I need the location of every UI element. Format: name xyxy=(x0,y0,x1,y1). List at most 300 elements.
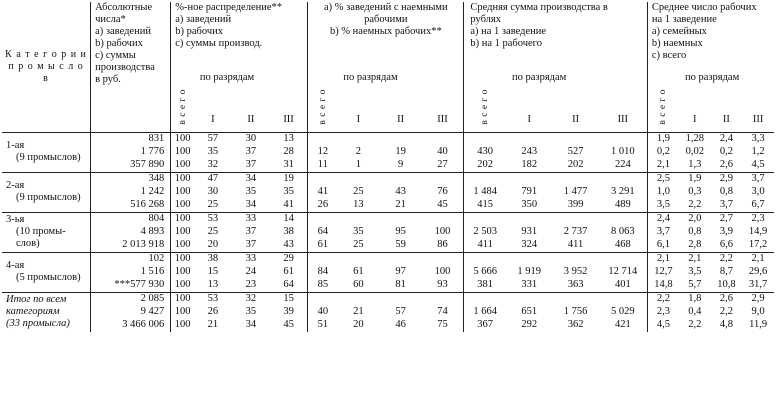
rank-column-header xyxy=(506,70,567,132)
work-cell: 10,8 xyxy=(717,278,736,290)
avg-cell: 1 477 xyxy=(563,185,588,197)
avg-cell xyxy=(599,132,648,146)
work-cell: 17,2 xyxy=(748,238,768,250)
avg-cell: 415 xyxy=(464,199,506,213)
work-cell: 14,8 xyxy=(647,279,679,293)
work-cell: 3,5 xyxy=(647,199,679,213)
avg-cell xyxy=(464,172,506,186)
dist-cell: 13 xyxy=(207,278,219,290)
dist-cell: 100 xyxy=(171,212,194,226)
avg-cell: 411 xyxy=(567,238,584,250)
category-name xyxy=(2,172,91,212)
avg-cell: 8 063 xyxy=(611,225,635,237)
hired-cell xyxy=(422,292,464,306)
dist-cell: 33 xyxy=(232,252,270,266)
hired-cell xyxy=(422,172,464,186)
hired-cell: 61 xyxy=(353,265,364,277)
work-cell: 11,9 xyxy=(749,318,768,330)
dist-cell: 32 xyxy=(207,158,219,170)
absolute-value: 831 xyxy=(91,132,171,146)
hired-cell: 100 xyxy=(434,225,451,237)
dist-cell: 47 xyxy=(194,172,232,186)
header-line: a) % заведений с наемными xyxy=(323,2,448,13)
total-column-header xyxy=(171,70,194,132)
hired-cell: 100 xyxy=(434,265,451,277)
dist-cell: 100 xyxy=(171,239,194,253)
work-cell: 2,1 xyxy=(742,252,774,266)
category-title: 2-ая xyxy=(6,180,25,191)
category-name xyxy=(2,212,91,252)
work-cell: 6,7 xyxy=(751,198,765,210)
avg-cell: 2 503 xyxy=(464,226,506,239)
dist-cell: 37 xyxy=(245,158,257,170)
category-name xyxy=(2,292,91,332)
avg-cell: 430 xyxy=(464,146,506,159)
table-row xyxy=(2,266,774,279)
dist-cell: 53 xyxy=(194,292,232,306)
table-row xyxy=(2,172,774,186)
work-cell: 2,2 xyxy=(711,252,743,266)
work-cell: 12,7 xyxy=(647,266,679,279)
avg-cell xyxy=(552,212,598,226)
work-cell: 3,5 xyxy=(688,265,702,277)
header-line: %-ное распределение** xyxy=(175,2,283,13)
avg-cell: 3 291 xyxy=(611,185,635,197)
dist-cell: 100 xyxy=(171,132,194,146)
avg-cell xyxy=(552,252,598,266)
dist-cell: 100 xyxy=(171,159,194,173)
header-line: c) суммы xyxy=(95,50,136,61)
dist-cell: 38 xyxy=(194,252,232,266)
dist-cell: 33 xyxy=(232,212,270,226)
avg-cell xyxy=(552,292,598,306)
work-cell: 0,3 xyxy=(688,185,702,197)
hired-cell: 20 xyxy=(353,318,364,330)
dist-cell: 43 xyxy=(283,238,294,250)
work-cell: 2,1 xyxy=(679,252,711,266)
work-cell: 2,2 xyxy=(719,305,733,317)
avg-cell: 1 919 xyxy=(517,265,542,277)
table-row xyxy=(2,279,774,293)
table-row xyxy=(2,319,774,332)
work-cell: 31,7 xyxy=(748,278,768,290)
absolute-value: 3 466 006 xyxy=(91,319,171,332)
hired-cell: 86 xyxy=(437,238,448,250)
absolute-value: 1 242 xyxy=(91,186,171,199)
crafts-statistics-table xyxy=(2,2,774,332)
rank-column-header xyxy=(270,70,308,132)
table-row xyxy=(2,239,774,253)
hired-cell: 21 xyxy=(395,198,406,210)
header-line: Абсолютные xyxy=(95,2,153,13)
dist-cell: 30 xyxy=(245,132,257,144)
rank-column-header xyxy=(232,70,270,132)
avg-cell: 243 xyxy=(521,145,538,157)
rank-number: III xyxy=(617,113,629,125)
rank-column-header xyxy=(599,70,648,132)
hired-cell: 25 xyxy=(353,185,364,197)
work-cell: 0,4 xyxy=(688,305,702,317)
avg-cell: 931 xyxy=(521,225,538,237)
avg-cell xyxy=(599,292,648,306)
absolute-value: 348 xyxy=(91,172,171,186)
dist-cell: 37 xyxy=(245,145,257,157)
hired-cell: 46 xyxy=(395,318,406,330)
avg-cell: 489 xyxy=(614,198,631,210)
average-workers-header xyxy=(647,2,774,70)
avg-cell: 791 xyxy=(521,185,538,197)
dist-cell: 15 xyxy=(207,265,219,277)
table-row xyxy=(2,159,774,173)
dist-cell: 13 xyxy=(283,132,294,144)
dist-cell: 45 xyxy=(283,318,294,330)
category-title: 3-ья xyxy=(6,214,25,225)
table-row xyxy=(2,252,774,266)
hired-cell: 81 xyxy=(395,278,406,290)
dist-cell: 100 xyxy=(171,292,194,306)
absolute-value: 102 xyxy=(91,252,171,266)
rank-number: III xyxy=(283,113,294,125)
avg-cell: 5 666 xyxy=(464,266,506,279)
dist-cell: 100 xyxy=(171,199,194,213)
hired-cell: 21 xyxy=(353,305,364,317)
rank-column-header xyxy=(742,70,774,132)
rank-number: II xyxy=(397,113,405,125)
dist-cell: 100 xyxy=(171,319,194,332)
work-cell: 1,8 xyxy=(679,292,711,306)
dist-cell: 100 xyxy=(171,306,194,319)
rank-number: I xyxy=(211,113,215,125)
avg-cell: 1 484 xyxy=(464,186,506,199)
hired-cell: 45 xyxy=(437,198,448,210)
dist-cell: 21 xyxy=(207,318,219,330)
work-cell: 1,0 xyxy=(647,186,679,199)
hired-cell: 12 xyxy=(308,146,338,159)
total-column-header xyxy=(308,70,338,132)
work-cell: 2,4 xyxy=(647,212,679,226)
avg-cell: 2 737 xyxy=(563,225,588,237)
absolute-value: 2 013 918 xyxy=(91,239,171,253)
avg-cell: 411 xyxy=(464,239,506,253)
work-cell: 2,9 xyxy=(711,172,743,186)
hired-cell: 40 xyxy=(308,306,338,319)
dist-cell: 30 xyxy=(207,185,219,197)
hired-cell: 93 xyxy=(437,278,448,290)
work-cell: 6,1 xyxy=(647,239,679,253)
avg-cell xyxy=(464,252,506,266)
avg-cell xyxy=(506,212,552,226)
absolute-value: ***577 930 xyxy=(91,279,171,293)
avg-cell: 202 xyxy=(464,159,506,173)
dist-cell: 25 xyxy=(207,198,219,210)
header-line: Средняя сумма производства в xyxy=(470,2,608,13)
by-rank-label: по разрядам xyxy=(512,72,567,83)
category-subtitle: (5 промыслов) xyxy=(16,272,81,283)
header-line: c) всего xyxy=(651,50,687,61)
dist-cell: 38 xyxy=(283,225,294,237)
hired-cell: 97 xyxy=(395,265,406,277)
hired-cell xyxy=(337,252,379,266)
header-line: производства xyxy=(95,62,155,73)
rank-number: III xyxy=(437,113,448,125)
work-cell: 3,7 xyxy=(647,226,679,239)
absolute-value: 4 893 xyxy=(91,226,171,239)
hired-cell: 13 xyxy=(353,198,364,210)
header-line: a) на 1 заведение xyxy=(470,26,547,37)
table-row xyxy=(2,226,774,239)
dist-cell: 34 xyxy=(232,172,270,186)
hired-cell: 85 xyxy=(308,279,338,293)
dist-cell: 100 xyxy=(171,279,194,293)
avg-cell xyxy=(599,212,648,226)
vertical-label: в с е г о xyxy=(658,88,669,125)
absolute-value: 2 085 xyxy=(91,292,171,306)
absolute-value: 357 890 xyxy=(91,159,171,173)
vertical-label: в с е г о xyxy=(177,88,188,125)
work-cell: 3,7 xyxy=(719,198,733,210)
hired-cell: 59 xyxy=(395,238,406,250)
hired-cell xyxy=(337,292,379,306)
category-header: К а т е г о р и и п р о м ы с л о в xyxy=(2,2,91,132)
hired-cell xyxy=(337,212,379,226)
header-line: a) заведений xyxy=(175,14,232,25)
avg-cell: 324 xyxy=(521,238,538,250)
work-cell: 1,3 xyxy=(688,158,702,170)
rank-number: I xyxy=(356,113,361,125)
hired-cell: 74 xyxy=(437,305,448,317)
table-row xyxy=(2,306,774,319)
hired-cell xyxy=(308,292,338,306)
table-row xyxy=(2,186,774,199)
work-cell: 6,6 xyxy=(719,238,733,250)
avg-cell xyxy=(506,132,552,146)
work-cell: 2,6 xyxy=(711,292,743,306)
dist-cell: 20 xyxy=(207,238,219,250)
dist-cell: 23 xyxy=(245,278,257,290)
rank-number: III xyxy=(752,113,764,125)
work-cell: 0,02 xyxy=(685,145,704,157)
dist-cell: 35 xyxy=(207,145,219,157)
dist-cell: 37 xyxy=(245,238,257,250)
hired-cell: 95 xyxy=(395,225,406,237)
dist-cell: 26 xyxy=(207,305,219,317)
dist-cell: 100 xyxy=(171,146,194,159)
dist-cell: 15 xyxy=(270,292,308,306)
work-cell: 4,8 xyxy=(719,318,733,330)
rank-number: I xyxy=(527,113,531,125)
work-cell: 3,7 xyxy=(742,172,774,186)
avg-cell xyxy=(464,212,506,226)
header-line: на 1 заведение xyxy=(651,14,717,25)
hired-cell: 1 xyxy=(355,158,362,170)
work-cell: 1,9 xyxy=(647,132,679,146)
hired-cell: 35 xyxy=(353,225,364,237)
avg-cell: 292 xyxy=(521,318,538,330)
dist-cell: 64 xyxy=(283,278,294,290)
work-cell: 0,2 xyxy=(647,146,679,159)
header-line: рабочими xyxy=(364,14,408,25)
dist-cell: 100 xyxy=(171,226,194,239)
hired-cell xyxy=(380,252,422,266)
absolute-value: 804 xyxy=(91,212,171,226)
work-cell: 4,5 xyxy=(647,319,679,332)
dist-cell: 61 xyxy=(283,265,294,277)
avg-cell xyxy=(552,132,598,146)
dist-cell: 39 xyxy=(283,305,294,317)
work-cell: 9,0 xyxy=(751,305,765,317)
avg-cell: 401 xyxy=(614,278,631,290)
header-line: b) рабочих xyxy=(175,26,223,37)
dist-cell: 24 xyxy=(245,265,257,277)
category-title: Итог по всем xyxy=(6,294,67,305)
by-rank-label: по разрядам xyxy=(199,72,255,83)
avg-cell xyxy=(599,172,648,186)
work-cell: 2,2 xyxy=(688,198,702,210)
dist-cell: 41 xyxy=(283,198,294,210)
avg-cell xyxy=(506,172,552,186)
dist-cell: 19 xyxy=(270,172,308,186)
hired-cell: 9 xyxy=(397,158,404,170)
category-name xyxy=(2,132,91,172)
hired-cell xyxy=(380,172,422,186)
dist-cell: 35 xyxy=(245,305,257,317)
work-cell: 3,0 xyxy=(751,185,765,197)
avg-cell xyxy=(599,252,648,266)
header-line: c) суммы производ. xyxy=(175,38,263,49)
work-cell: 2,1 xyxy=(647,252,679,266)
dist-cell: 35 xyxy=(245,185,257,197)
hired-header xyxy=(308,2,464,70)
avg-cell: 182 xyxy=(521,158,538,170)
work-cell: 1,9 xyxy=(679,172,711,186)
dist-cell: 100 xyxy=(171,266,194,279)
rank-number: I xyxy=(693,113,697,125)
avg-cell: 527 xyxy=(567,145,584,157)
avg-cell: 381 xyxy=(464,279,506,293)
avg-cell xyxy=(552,172,598,186)
vertical-label: в с е г о xyxy=(480,88,491,125)
total-column-header xyxy=(464,70,506,132)
rank-column-header xyxy=(422,70,464,132)
work-cell: 2,8 xyxy=(688,238,702,250)
table-row xyxy=(2,292,774,306)
avg-cell: 350 xyxy=(521,198,538,210)
header-line: рублях xyxy=(470,14,501,25)
work-cell: 2,3 xyxy=(742,212,774,226)
hired-cell xyxy=(380,292,422,306)
absolute-value: 1 776 xyxy=(91,146,171,159)
rank-column-header xyxy=(552,70,598,132)
dist-cell: 34 xyxy=(245,318,257,330)
hired-cell xyxy=(422,252,464,266)
avg-cell: 5 029 xyxy=(611,305,635,317)
category-title: 4-ая xyxy=(6,260,25,271)
vertical-label: в с е г о xyxy=(317,88,328,125)
work-cell: 2,4 xyxy=(719,132,733,144)
hired-cell: 61 xyxy=(308,239,338,253)
hired-cell: 26 xyxy=(308,199,338,213)
header-line: в руб. xyxy=(95,74,121,85)
header-line: b) % наемных рабочих** xyxy=(329,26,442,37)
dist-cell: 28 xyxy=(283,145,294,157)
work-cell: 3,3 xyxy=(751,132,765,144)
hired-cell xyxy=(308,212,338,226)
work-cell: 2,5 xyxy=(647,172,679,186)
dist-cell: 14 xyxy=(270,212,308,226)
work-cell: 14,9 xyxy=(748,225,768,237)
hired-cell: 57 xyxy=(395,305,406,317)
header-line: b) наемных xyxy=(651,38,703,49)
work-cell: 1,2 xyxy=(751,145,765,157)
work-cell: 2,1 xyxy=(647,159,679,173)
header-line: a) заведений xyxy=(95,26,151,37)
by-rank-label: по разрядам xyxy=(343,72,398,83)
dist-cell: 34 xyxy=(245,198,257,210)
rank-number: II xyxy=(247,113,255,125)
avg-cell: 421 xyxy=(614,318,631,330)
category-title: 1-ая xyxy=(6,140,25,151)
hired-cell xyxy=(308,132,338,146)
dist-cell: 32 xyxy=(232,292,270,306)
work-cell: 2,2 xyxy=(647,292,679,306)
avg-cell xyxy=(464,132,506,146)
table-row xyxy=(2,199,774,213)
avg-cell: 468 xyxy=(614,238,631,250)
hired-cell: 43 xyxy=(395,185,406,197)
avg-cell: 1 010 xyxy=(611,145,635,157)
total-column-header xyxy=(647,70,679,132)
header-row xyxy=(2,2,774,70)
hired-cell xyxy=(308,172,338,186)
hired-cell: 41 xyxy=(308,186,338,199)
work-cell: 2,9 xyxy=(742,292,774,306)
category-subtitle: категориям (33 промысла) xyxy=(6,306,70,329)
work-cell: 29,6 xyxy=(748,265,768,277)
hired-cell xyxy=(337,172,379,186)
header-line: b) рабочих xyxy=(95,38,143,49)
rank-column-header xyxy=(711,70,743,132)
table-row xyxy=(2,146,774,159)
rank-column-header xyxy=(337,70,398,132)
avg-cell xyxy=(506,252,552,266)
avg-cell: 1 664 xyxy=(464,306,506,319)
avg-cell xyxy=(464,292,506,306)
rank-number: II xyxy=(722,113,730,125)
dist-cell: 100 xyxy=(171,252,194,266)
hired-cell xyxy=(380,212,422,226)
avg-cell: 1 756 xyxy=(563,305,588,317)
avg-cell: 12 714 xyxy=(608,265,638,277)
hired-cell: 64 xyxy=(308,226,338,239)
dist-cell: 100 xyxy=(171,172,194,186)
header-line: числа* xyxy=(95,14,126,25)
rank-column-header xyxy=(380,70,422,132)
hired-cell: 25 xyxy=(353,238,364,250)
hired-cell: 76 xyxy=(437,185,448,197)
hired-cell: 84 xyxy=(308,266,338,279)
avg-cell: 331 xyxy=(521,278,538,290)
distribution-header xyxy=(171,2,308,70)
avg-cell: 367 xyxy=(464,319,506,332)
header-line: Среднее число рабочих xyxy=(651,2,757,13)
work-cell: 3,9 xyxy=(719,225,733,237)
avg-cell: 651 xyxy=(521,305,538,317)
hired-cell: 51 xyxy=(308,319,338,332)
hired-cell xyxy=(422,132,464,146)
work-cell: 2,6 xyxy=(719,158,733,170)
table-row xyxy=(2,132,774,146)
work-cell: 8,7 xyxy=(719,265,733,277)
